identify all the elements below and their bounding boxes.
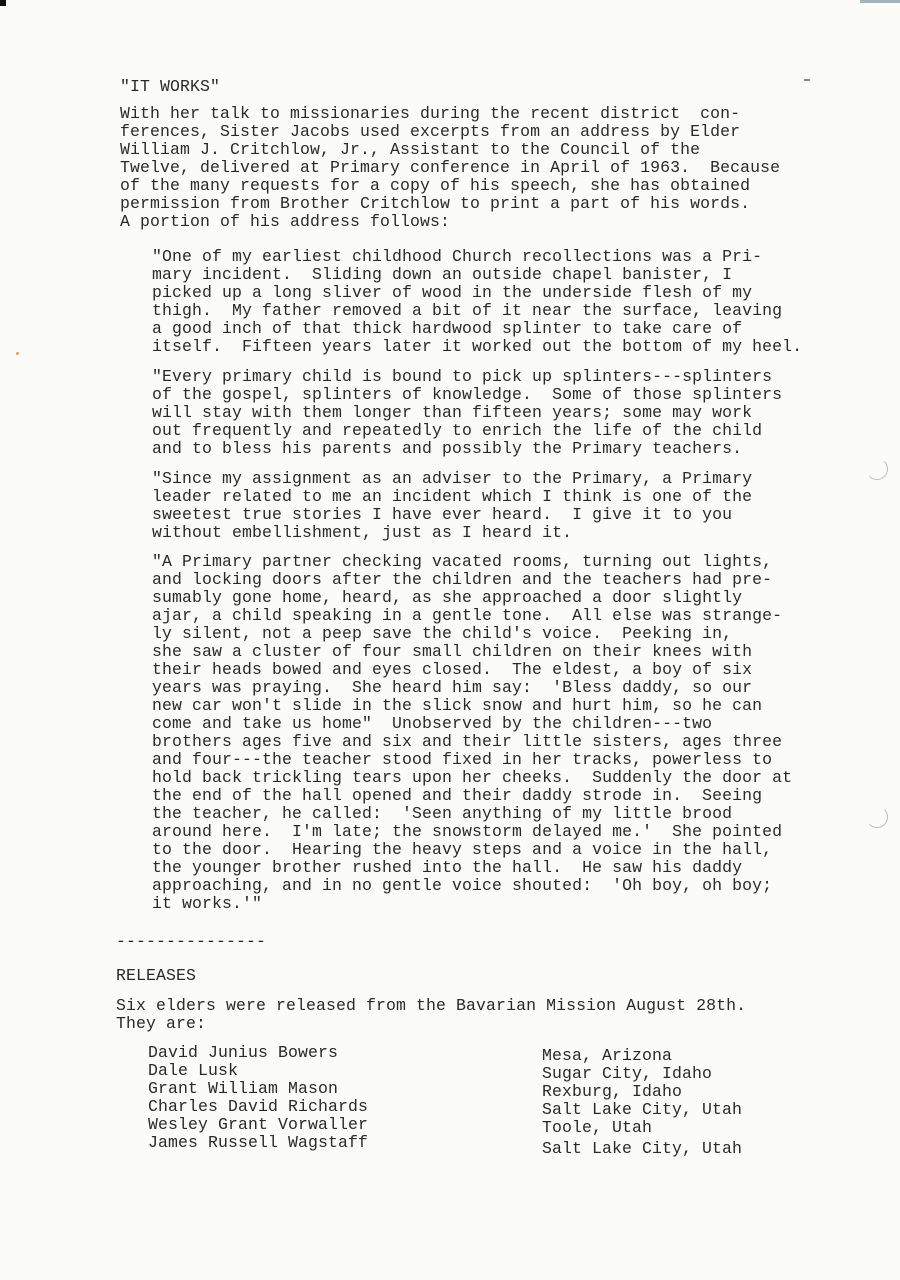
quote-line: the end of the hall opened and their daddy strode in. Seeing [152,786,763,805]
quote-line: approaching, and in no gentle voice shouted: 'Oh boy, oh boy; [152,876,773,895]
quote-line: the younger brother rushed into the hall. He saw his daddy [152,858,743,877]
quote-line: a good inch of that thick hardwood splinter to take care of [152,319,743,338]
quote-line: sumably gone home, heard, as she approached a door slightly [152,588,743,607]
quote-line: years was praying. She heard him say: 'Bless daddy, so our [152,678,753,697]
elder-hometown: Rexburg, Idaho [542,1082,683,1101]
elder-name: James Russell Wagstaff [148,1133,369,1152]
quote-line: and to bless his parents and possibly the Primary teachers. [152,439,743,458]
quote-line: thigh. My father removed a bit of it near the surface, leaving [152,301,783,320]
quote-line: will stay with them longer than fifteen years; some may work [152,403,753,422]
intro-line: of the many requests for a copy of his speech, she has obtained [120,176,751,195]
quote-line: out frequently and repeatedly to enrich the life of the child [152,421,763,440]
intro-line: Twelve, delivered at Primary conference in April of 1963. Because [120,158,781,177]
quote-line: brothers ages five and six and their little sisters, ages three [152,732,783,751]
quote-line: she saw a cluster of four small children on their knees with [152,642,753,661]
quote-line: of the gospel, splinters of knowledge. Some of those splinters [152,385,783,404]
quote-line: and four---the teacher stood fixed in her tracks, powerless to [152,750,773,769]
intro-line: William J. Critchlow, Jr., Assistant to the Council of the [120,140,701,159]
quote-line: the teacher, he called: 'Seen anything of my little brood [152,804,733,823]
releases-intro-line: Six elders were released from the Bavarian Mission August 28th. [116,996,747,1015]
elder-hometown: Sugar City, Idaho [542,1064,713,1083]
quote-line: to the door. Hearing the heavy steps and a voice in the hall, [152,840,773,859]
quote-line: sweetest true stories I have ever heard. I give it to you [152,505,733,524]
quote-line: leader related to me an incident which I think is one of the [152,487,753,506]
scan-speck [16,352,19,355]
quote-line: ly silent, not a peep save the child's voice. Peeking in, [152,624,733,643]
scan-speck [804,79,810,81]
quote-line: hold back trickling tears upon her cheeks. Suddenly the door at [152,768,793,787]
intro-line: permission from Brother Critchlow to print a part of his words. [120,194,751,213]
section-divider: --------------- [116,932,267,951]
quote-line: come and take us home" Unobserved by the children---two [152,714,713,733]
quote-line: picked up a long sliver of wood in the underside flesh of my [152,283,753,302]
releases-title: RELEASES [116,966,197,985]
elder-hometown: Mesa, Arizona [542,1046,673,1065]
quote-line: "One of my earliest childhood Church recollections was a Pri- [152,247,763,266]
intro-line: ferences, Sister Jacobs used excerpts from an address by Elder [120,122,741,141]
elder-name: Dale Lusk [148,1061,239,1080]
releases-intro-line: They are: [116,1014,207,1033]
scan-artifact-curve [866,458,888,480]
quote-line: mary incident. Sliding down an outside chapel banister, I [152,265,733,284]
quote-line: it works.'" [152,894,263,913]
elder-name: David Junius Bowers [148,1043,339,1062]
quote-line: without embellishment, just as I heard it. [152,523,573,542]
scan-corner-mark [0,0,6,6]
quote-line: "Since my assignment as an adviser to the Primary, a Primary [152,469,753,488]
quote-line: "A Primary partner checking vacated rooms, turning out lights, [152,552,773,571]
elder-hometown: Toole, Utah [542,1118,653,1137]
quote-line: itself. Fifteen years later it worked out the bottom of my heel. [152,337,803,356]
elder-name: Wesley Grant Vorwaller [148,1115,369,1134]
article-title: "IT WORKS" [120,77,221,96]
quote-line: their heads bowed and eyes closed. The eldest, a boy of six [152,660,753,679]
quote-line: around here. I'm late; the snowstorm delayed me.' She pointed [152,822,783,841]
scan-artifact-curve [866,806,888,828]
quote-line: and locking doors after the children and the teachers had pre- [152,570,773,589]
quote-line: ajar, a child speaking in a gentle tone. All else was strange- [152,606,783,625]
elder-name: Charles David Richards [148,1097,369,1116]
quote-line: new car won't slide in the slick snow and hurt him, so he can [152,696,763,715]
intro-line: A portion of his address follows: [120,212,451,231]
elder-hometown: Salt Lake City, Utah [542,1100,743,1119]
intro-line: With her talk to missionaries during the recent district con- [120,104,741,123]
elder-hometown: Salt Lake City, Utah [542,1139,743,1158]
scan-edge-strip [860,0,900,3]
elder-name: Grant William Mason [148,1079,339,1098]
quote-line: "Every primary child is bound to pick up splinters---splinters [152,367,773,386]
